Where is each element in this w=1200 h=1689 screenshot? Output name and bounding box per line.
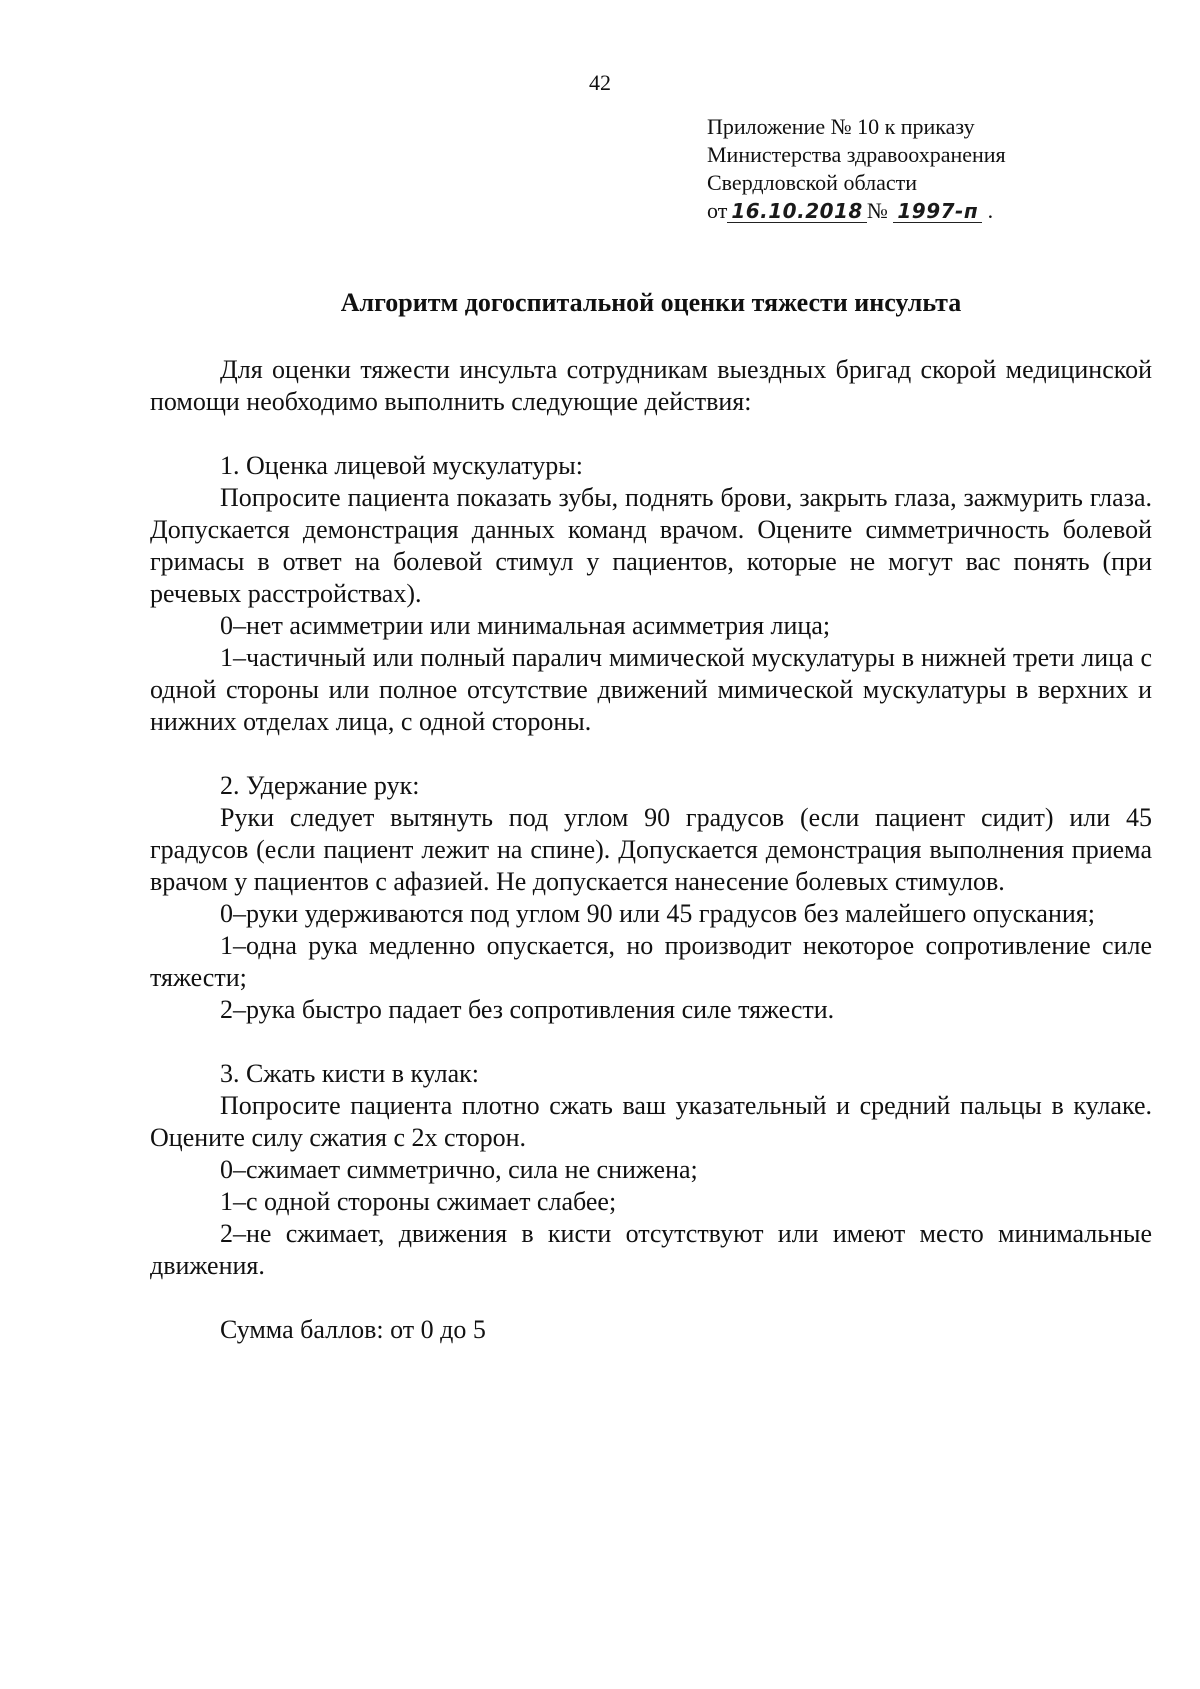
section-3-heading: 3. Сжать кисти в кулак: [220,1059,480,1088]
intro-paragraph: Для оценки тяжести инсульта сотрудникам выездных бригад скорой медицинской помощи необходимо выполнить следующие действия: [150,355,1152,416]
appendix-line-1: Приложение № 10 к приказу [707,114,975,139]
handwritten-date: 16.10.2018 [727,200,867,223]
date-prefix: от [707,198,728,223]
spacer [150,418,1152,450]
section-3-score-2: 2–не сжимает, движения в кисти отсутствуют или имеют место минимальные движения. [150,1219,1152,1280]
appendix-line-2: Министерства здравоохранения [707,142,1006,167]
document-title: Алгоритм догоспитальной оценки тяжести инсульта [340,288,962,317]
spacer [150,1026,1152,1058]
document-body [150,354,1152,1346]
appendix-date-line [707,197,1127,225]
spacer [150,738,1152,770]
section-1-heading: 1. Оценка лицевой мускулатуры: [220,451,583,480]
page-number: 42 [589,70,611,95]
number-label: № [866,198,888,223]
section-2-score-0: 0–руки удерживаются под углом 90 или 45 градусов без малейшего опускания; [220,899,1095,928]
spacer [150,1282,1152,1314]
section-2-score-1: 1–одна рука медленно опускается, но производит некоторое сопротивление силе тяжести; [150,931,1152,992]
section-3-text: Попросите пациента плотно сжать ваш указательный и средний пальцы в кулаке. Оцените силу сжатия с 2х сторон. [150,1091,1152,1152]
section-1-text: Попросите пациента показать зубы, поднять брови, закрыть глаза, зажмурить глаза. Допускается демонстрация данных команд врачом. Оцените симметричность болевой гримасы в ответ на болевой стимул у пациентов, которые не могут вас понять (при речевых расстройствах). [150,483,1152,608]
section-2-score-2: 2–рука быстро падает без сопротивления силе тяжести. [220,995,835,1024]
section-1-score-0: 0–нет асимметрии или минимальная асимметрия лица; [220,611,831,640]
section-3-score-1: 1–с одной стороны сжимает слабее; [220,1187,617,1216]
section-3-score-0: 0–сжимает симметрично, сила не снижена; [220,1155,698,1184]
appendix-line-3: Свердловской области [707,170,917,195]
section-2-text: Руки следует вытянуть под углом 90 градусов (если пациент сидит) или 45 градусов (если пациент лежит на спине). Допускается демонстрация выполнения приема врачом у пациентов с афазией. Не допускается нанесение болевых стимулов. [150,803,1152,896]
section-1-score-1: 1–частичный или полный паралич мимической мускулатуры в нижней трети лица с одной стороны или полное отсутствие движений мимической мускулатуры в верхних и нижних отделах лица, с одной стороны. [150,643,1152,736]
appendix-header [707,113,1127,225]
section-2-heading: 2. Удержание рук: [220,771,420,800]
handwritten-order-number: 1997-п [893,200,982,223]
total-score: Сумма баллов: от 0 до 5 [220,1315,486,1344]
date-trailing-dot: . [987,198,994,223]
